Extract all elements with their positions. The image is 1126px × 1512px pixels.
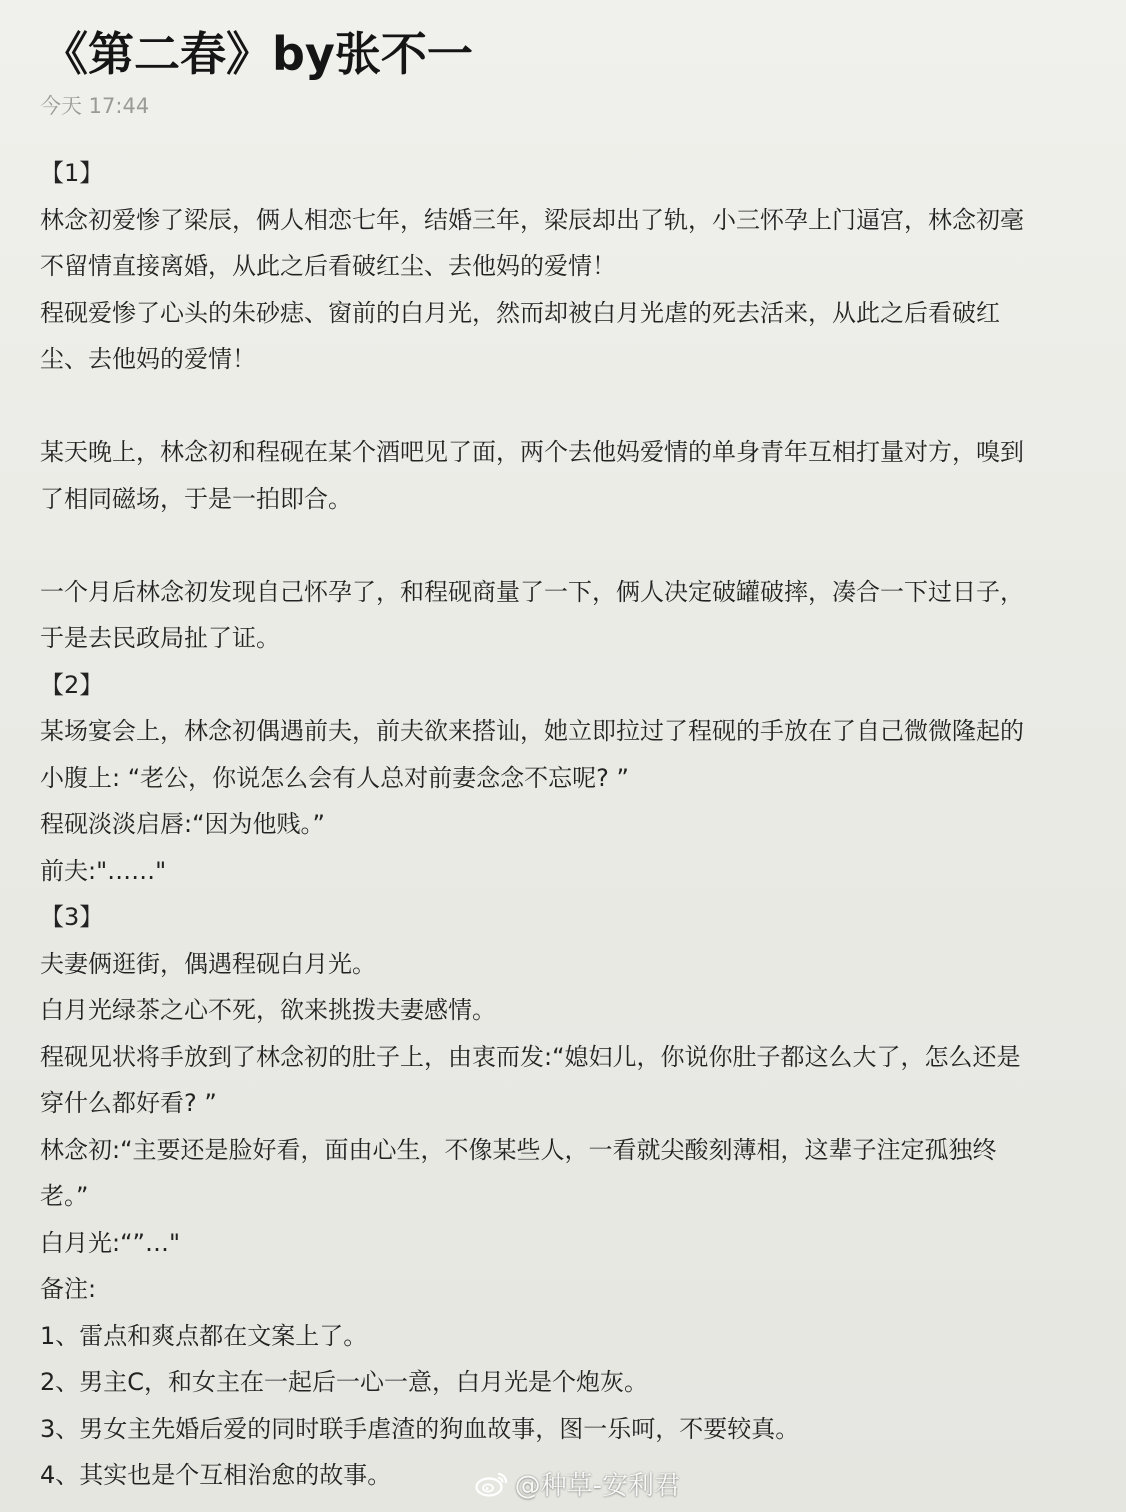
note-line: 【1】 xyxy=(40,159,104,187)
note-line: 夫妻俩逛街，偶遇程砚白月光。 xyxy=(40,949,376,978)
note-line: 【2】 xyxy=(40,670,104,699)
note-body xyxy=(40,150,1100,1499)
note-line: 一个月后林念初发现自己怀孕了，和程砚商量了一下，俩人决定破罐破摔，凑合一下过日子， xyxy=(40,577,1024,606)
note-line: 4、其实也是个互相治愈的故事。 xyxy=(40,1461,392,1489)
note-line: 白月光绿茶之心不死，欲来挑拨夫妻感情。 xyxy=(40,996,496,1024)
note-line: 2、男主C，和女主在一起后一心一意，白月光是个炮灰。 xyxy=(40,1368,649,1396)
watermark-text: @种草-安利君 xyxy=(514,1471,680,1501)
note-line: 【3】 xyxy=(40,903,104,931)
note-line: 老。” xyxy=(40,1182,89,1210)
note-line: 某场宴会上，林念初偶遇前夫，前夫欲来搭讪，她立即拉过了程砚的手放在了自己微微隆起的 xyxy=(40,717,1024,745)
note-blank-line xyxy=(40,522,1100,569)
note-line: 备注: xyxy=(40,1275,97,1303)
note-line: 穿什么都好看? ” xyxy=(40,1089,217,1117)
watermark xyxy=(475,1465,680,1502)
note-line: 某天晚上，林念初和程砚在某个酒吧见了面，两个去他妈爱情的单身青年互相打量对方，嗅到 xyxy=(40,438,1024,466)
note-line: 尘、去他妈的爱情！ xyxy=(40,345,256,373)
note-line: 3、男女主先婚后爱的同时联手虐渣的狗血故事，图一乐呵，不要较真。 xyxy=(40,1414,800,1443)
note-line: 于是去民政局扯了证。 xyxy=(40,624,280,652)
note-line: 程砚爱惨了心头的朱砂痣、窗前的白月光，然而却被白月光虐的死去活来，从此之后看破红 xyxy=(40,298,1000,327)
note-line: 了相同磁场，于是一拍即合。 xyxy=(40,484,352,513)
note-line: 1、雷点和爽点都在文案上了。 xyxy=(40,1321,368,1350)
note-title: 《第二春》by张不一 xyxy=(42,27,473,81)
note-line: 白月光:“”…" xyxy=(40,1228,180,1257)
note-timestamp: 今天 17:44 xyxy=(40,94,150,118)
note-line: 林念初:“主要还是脸好看，面由心生，不像某些人，一看就尖酸刻薄相，这辈子注定孤独终 xyxy=(40,1135,997,1164)
note-line: 前夫:"……" xyxy=(40,856,167,885)
weibo-icon xyxy=(475,1470,509,1498)
note-line: 不留情直接离婚，从此之后看破红尘、去他妈的爱情！ xyxy=(40,252,616,280)
note-line: 林念初爱惨了梁辰，俩人相恋七年，结婚三年，梁辰却出了轨，小三怀孕上门逼宫，林念初毫 xyxy=(40,205,1024,234)
note-blank-line xyxy=(40,383,1100,430)
note-line: 程砚见状将手放到了林念初的肚子上，由衷而发:“媳妇儿，你说你肚子都这么大了，怎么还是 xyxy=(40,1042,1021,1071)
note-line: 小腹上: “老公，你说怎么会有人总对前妻念念不忘呢? ” xyxy=(40,763,629,792)
note-line: 程砚淡淡启唇:“因为他贱。” xyxy=(40,810,325,838)
